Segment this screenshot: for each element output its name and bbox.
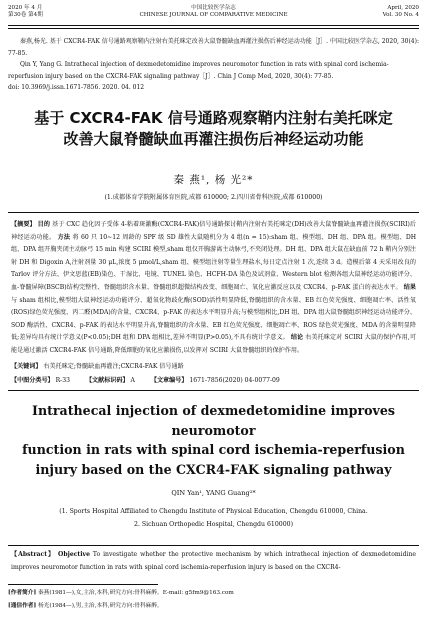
title-cn: 基于 CXCR4-FAK 信号通路观察鞘内注射右美托咪定 改善大鼠脊髓缺血再灌注损伤后神经运动功能: [34, 109, 393, 148]
footnote-rule: [8, 584, 158, 585]
affiliation-en: (1. Sports Hospital Affiliated to Chengdu Institute of Physical Education, Chengdu 610000, China. 2. Sichuan Orthopedic Hospital, Chengdu 610000): [59, 508, 368, 528]
citation-en: Qin Y, Yang G. Intrathecal injection of dexmedetomidine improves neuromotor function in rats with spinal cord ischemia-reperfusion injury based on the CXCR4-FAK signaling pathway［J］. Chin J Comp Med, 2020, 30(4): 77-85.: [8, 61, 389, 80]
header-issue-cn: 2020 年 4 月 第30卷 第4期: [8, 5, 43, 18]
running-header: [8, 5, 419, 27]
keywords-cn: 【关键词】 右美托咪定;脊髓缺血再灌注;CXCR4-FAK 信号通路: [11, 363, 184, 370]
footnotes: [8, 587, 419, 613]
abstract-en: 【Abstract】 Objective To investigate whether the protective mechanism by which intrathecal injection of dexmedetomidine improves neuromotor function in rats with spinal cord ischemia-reperfusion injury is based on the CXCR4-: [11, 551, 416, 571]
abstract-cn-box: [8, 212, 419, 391]
header-journal-name: 中国比较医学杂志 CHINESE JOURNAL OF COMPARATIVE MEDICINE: [139, 5, 288, 18]
doi: doi: 10.3969/j.issn.1671-7856. 2020. 04. 012: [8, 84, 145, 92]
citation-cn: 秦燕,杨光. 基于 CXCR4-FAK 信号通路观察鞘内注射右美托咪定改善大鼠脊髓缺血再灌注损伤后神经运动功能［J］. 中国比较医学杂志, 2020, 30(4): 77-85.: [8, 38, 419, 57]
authors-cn: 秦 燕¹, 杨 光²*: [173, 174, 254, 186]
classification-line: 【中图分类号】 R-33 【文献标识码】 A 【文章编号】 1671-7856(2020) 04-0077-09: [11, 377, 280, 384]
affiliation-cn: (1.成都体育学院附属体育医院,成都 610000; 2.四川省骨科医院,成都 610000): [104, 194, 323, 201]
citation-block: [8, 36, 419, 94]
header-issue-en: April, 2020 Vol. 30 No. 4: [382, 5, 419, 18]
header-rule-thin: [8, 28, 419, 29]
author-note: [作者简介] 秦燕(1981—),女,主治,本科,研究方向:骨科麻醉。E-mail: g5fm9@163.com: [8, 590, 234, 596]
abstract-cn: 【摘要】 目的 基于 CXC 趋化因子受体 4-粘着斑激酶(CXCR4-FAK)信号通路探讨鞘内注射右美托咪定(DH)改善大鼠脊髓缺血再灌注损伤(SCIRI)后神经运动功能。 方法 将 60 只 10~12 周龄的 SPF 级 SD 雄性大鼠随机分为 4 组(n = 15):sham 组、模型组、DH 组、DPA 组。模型组、DH 组、DPA 组开胸夹闭主动脉弓 15 min 构建 SCIRI 模型,sham 组仅开胸游离主动脉弓,不夹闭处理。DH 组、DPA 组大鼠在缺血前 72 h 鞘内分别注射 DH 和 Digoxin A,注射剂量 30 μL,浓度 5 μmol/L,sham 组、模型组注射等量生理盐水,每日定点注射 1 次,连续 3 d。造模后第 4 天采用改良的 Tarlov 评分方法、伊文思蓝(EB)染色、干湿比、电镜、TUNEL 染色、HCFH-DA 染色及试剂盒、Western blot 检测各组大鼠神经运动功能评分、血-脊髓屏障(BSCB)结构完整性、脊髓组织含水量、脊髓组织超微结构改变、细胞凋亡、氧化应激反应以及 CXCR4、p-FAK 蛋白的表达水平。 结果 与 sham 组相比,模型组大鼠神经运动功能评分、超氧化物歧化酶(SOD)活性明显降低,脊髓组织的含水量、EB 红色荧光强度、细胞凋亡率、活性氧(ROS)绿色荧光强度、丙二醛(MDA)的含量、CXCR4、p-FAK 的表达水平明显升高;与模型组相比,DH 组、DPA 组大鼠脊髓组织神经运动功能评分、SOD 酶活性、CXCR4、p-FAK 的表达水平明显升高,脊髓组织的含水量、EB 红色荧光强度、细胞凋亡率、ROS 绿色荧光强度、MDA 的含量明显降低;差异均具有统计学意义(P<0.05);DH 组和 DPA 组相比,差异不明显(P>0.05),不具有统计学意义。 结论 右美托咪定对 SCIRI 大鼠的保护作用,可能是通过激活 CXCR4-FAK 信号通路,降低细胞的氧化应激损伤,以发挥对 SCIRI 大鼠脊髓组织的保护作用。: [11, 221, 417, 354]
corresponding-author-note: [通信作者] 杨光(1984—),男,主治,本科,研究方向:骨科麻醉。: [8, 603, 163, 609]
title-en: Intrathecal injection of dexmedetomidine improves neuromotor function in rats with spinal cord ischemia-reperfusion injury based on the CXCR4-FAK signaling pathway: [22, 403, 405, 477]
header-rule-thick: [8, 25, 419, 26]
abstract-en-rule: [8, 545, 419, 546]
authors-en: QIN Yan¹, YANG Guang²*: [171, 489, 256, 497]
